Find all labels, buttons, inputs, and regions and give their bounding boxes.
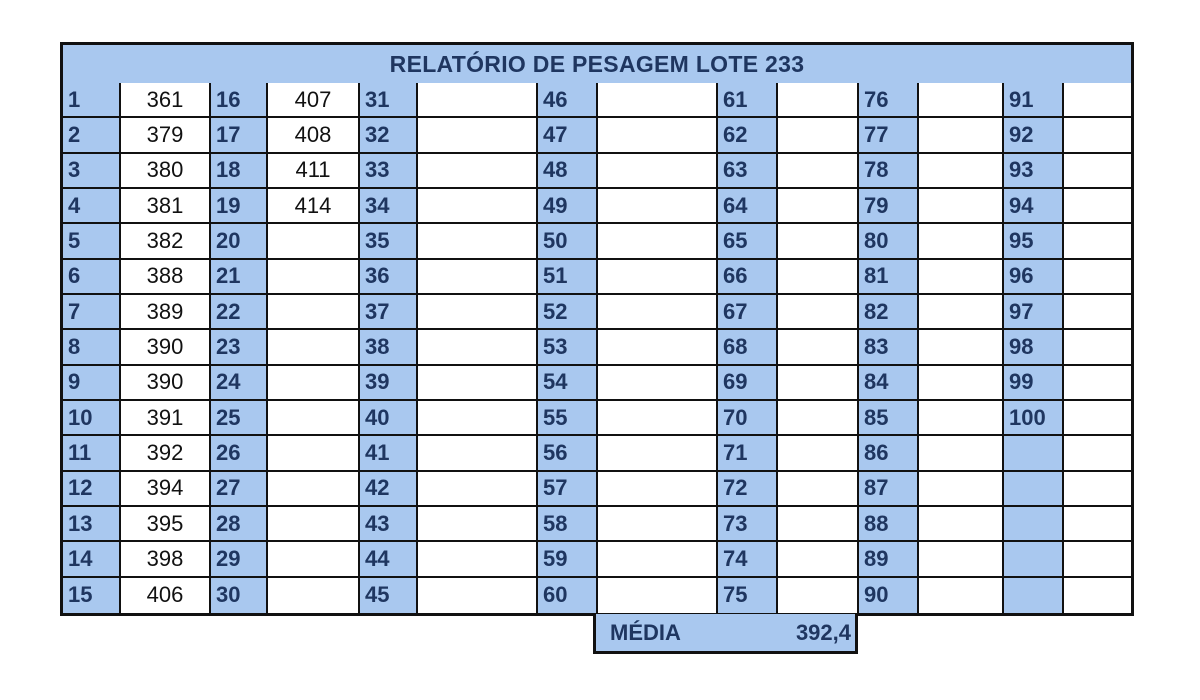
weight-value-cell: 381 xyxy=(121,189,211,224)
weight-grid xyxy=(63,83,1131,613)
weight-value-cell xyxy=(598,578,718,613)
animal-number-cell: 96 xyxy=(1004,260,1064,295)
animal-number-cell: 69 xyxy=(718,366,778,401)
animal-number-cell: 65 xyxy=(718,224,778,259)
weight-value-cell xyxy=(919,401,1004,436)
animal-number-cell: 93 xyxy=(1004,154,1064,189)
weight-value-cell xyxy=(919,260,1004,295)
animal-number-cell: 5 xyxy=(63,224,121,259)
average-label: MÉDIA xyxy=(610,619,681,645)
weight-value-cell: 380 xyxy=(121,154,211,189)
weight-value-cell xyxy=(778,330,859,365)
animal-number-cell: 87 xyxy=(859,472,919,507)
weight-value-cell: 390 xyxy=(121,330,211,365)
weight-value-cell xyxy=(1064,189,1131,224)
weight-value-cell xyxy=(919,507,1004,542)
weight-value-cell: 411 xyxy=(268,154,360,189)
weight-value-cell xyxy=(418,224,538,259)
weight-value-cell xyxy=(598,295,718,330)
weight-value-cell xyxy=(598,224,718,259)
weight-value-cell xyxy=(418,83,538,118)
weight-value-cell xyxy=(1064,366,1131,401)
weight-value-cell xyxy=(598,542,718,577)
weight-value-cell xyxy=(778,436,859,471)
weight-value-cell xyxy=(778,189,859,224)
weight-value-cell xyxy=(418,542,538,577)
animal-number-cell: 38 xyxy=(360,330,418,365)
animal-number-cell: 55 xyxy=(538,401,598,436)
animal-number-cell: 21 xyxy=(211,260,268,295)
weight-value-cell xyxy=(418,507,538,542)
weight-value-cell: 395 xyxy=(121,507,211,542)
weight-value-cell xyxy=(778,118,859,153)
weight-value-cell xyxy=(1064,472,1131,507)
weight-value-cell xyxy=(919,436,1004,471)
weight-value-cell xyxy=(1064,542,1131,577)
animal-number-cell xyxy=(1004,578,1064,613)
weight-value-cell xyxy=(598,83,718,118)
animal-number-cell: 59 xyxy=(538,542,598,577)
weight-value-cell xyxy=(1064,436,1131,471)
weight-value-cell xyxy=(598,330,718,365)
weight-value-cell xyxy=(418,118,538,153)
weight-value-cell xyxy=(1064,260,1131,295)
animal-number-cell: 14 xyxy=(63,542,121,577)
animal-number-cell: 22 xyxy=(211,295,268,330)
report-title: RELATÓRIO DE PESAGEM LOTE 233 xyxy=(63,45,1131,85)
animal-number-cell: 75 xyxy=(718,578,778,613)
animal-number-cell: 7 xyxy=(63,295,121,330)
animal-number-cell: 28 xyxy=(211,507,268,542)
animal-number-cell: 97 xyxy=(1004,295,1064,330)
weight-value-cell xyxy=(598,436,718,471)
weight-value-cell xyxy=(598,260,718,295)
weight-value-cell xyxy=(919,330,1004,365)
animal-number-cell: 66 xyxy=(718,260,778,295)
weight-value-cell: 390 xyxy=(121,366,211,401)
animal-number-cell: 17 xyxy=(211,118,268,153)
animal-number-cell: 20 xyxy=(211,224,268,259)
weight-value-cell xyxy=(1064,330,1131,365)
animal-number-cell xyxy=(1004,507,1064,542)
animal-number-cell: 57 xyxy=(538,472,598,507)
weight-value-cell: 392 xyxy=(121,436,211,471)
animal-number-cell: 89 xyxy=(859,542,919,577)
weight-value-cell xyxy=(418,366,538,401)
weight-value-cell: 388 xyxy=(121,260,211,295)
weight-value-cell xyxy=(418,401,538,436)
weight-value-cell xyxy=(919,83,1004,118)
weight-value-cell xyxy=(268,401,360,436)
animal-number-cell: 8 xyxy=(63,330,121,365)
animal-number-cell: 90 xyxy=(859,578,919,613)
animal-number-cell: 53 xyxy=(538,330,598,365)
weight-value-cell xyxy=(418,330,538,365)
weight-value-cell xyxy=(919,118,1004,153)
animal-number-cell: 46 xyxy=(538,83,598,118)
weight-value-cell xyxy=(778,224,859,259)
animal-number-cell: 64 xyxy=(718,189,778,224)
animal-number-cell: 74 xyxy=(718,542,778,577)
animal-number-cell: 37 xyxy=(360,295,418,330)
weight-value-cell: 361 xyxy=(121,83,211,118)
weight-value-cell xyxy=(778,578,859,613)
weight-value-cell xyxy=(268,260,360,295)
animal-number-cell xyxy=(1004,472,1064,507)
weight-value-cell xyxy=(778,260,859,295)
weighing-report-table xyxy=(60,42,1134,616)
weight-value-cell xyxy=(418,436,538,471)
animal-number-cell: 3 xyxy=(63,154,121,189)
weight-value-cell xyxy=(778,366,859,401)
animal-number-cell: 16 xyxy=(211,83,268,118)
animal-number-cell: 43 xyxy=(360,507,418,542)
animal-number-cell: 48 xyxy=(538,154,598,189)
animal-number-cell: 41 xyxy=(360,436,418,471)
animal-number-cell: 60 xyxy=(538,578,598,613)
animal-number-cell: 45 xyxy=(360,578,418,613)
animal-number-cell: 79 xyxy=(859,189,919,224)
average-value: 392,4 xyxy=(795,619,851,645)
animal-number-cell: 32 xyxy=(360,118,418,153)
weight-value-cell xyxy=(778,154,859,189)
weight-value-cell: 382 xyxy=(121,224,211,259)
animal-number-cell: 44 xyxy=(360,542,418,577)
animal-number-cell: 11 xyxy=(63,436,121,471)
animal-number-cell: 54 xyxy=(538,366,598,401)
animal-number-cell: 34 xyxy=(360,189,418,224)
weight-value-cell: 408 xyxy=(268,118,360,153)
weight-value-cell xyxy=(598,472,718,507)
weight-value-cell xyxy=(598,154,718,189)
animal-number-cell: 47 xyxy=(538,118,598,153)
animal-number-cell: 12 xyxy=(63,472,121,507)
animal-number-cell: 62 xyxy=(718,118,778,153)
weight-value-cell xyxy=(919,472,1004,507)
animal-number-cell: 58 xyxy=(538,507,598,542)
weight-value-cell: 407 xyxy=(268,83,360,118)
animal-number-cell: 52 xyxy=(538,295,598,330)
animal-number-cell: 86 xyxy=(859,436,919,471)
animal-number-cell: 1 xyxy=(63,83,121,118)
weight-value-cell xyxy=(418,260,538,295)
animal-number-cell: 94 xyxy=(1004,189,1064,224)
animal-number-cell: 6 xyxy=(63,260,121,295)
weight-value-cell xyxy=(778,83,859,118)
animal-number-cell: 81 xyxy=(859,260,919,295)
animal-number-cell: 26 xyxy=(211,436,268,471)
weight-value-cell: 394 xyxy=(121,472,211,507)
weight-value-cell xyxy=(778,472,859,507)
weight-value-cell xyxy=(268,436,360,471)
animal-number-cell: 51 xyxy=(538,260,598,295)
weight-value-cell xyxy=(778,542,859,577)
animal-number-cell: 30 xyxy=(211,578,268,613)
animal-number-cell: 13 xyxy=(63,507,121,542)
animal-number-cell: 29 xyxy=(211,542,268,577)
animal-number-cell: 24 xyxy=(211,366,268,401)
weight-value-cell xyxy=(418,472,538,507)
weight-value-cell xyxy=(778,401,859,436)
weight-value-cell xyxy=(418,578,538,613)
animal-number-cell: 99 xyxy=(1004,366,1064,401)
animal-number-cell: 23 xyxy=(211,330,268,365)
animal-number-cell: 9 xyxy=(63,366,121,401)
weight-value-cell xyxy=(268,542,360,577)
animal-number-cell: 78 xyxy=(859,154,919,189)
animal-number-cell: 40 xyxy=(360,401,418,436)
weight-value-cell xyxy=(598,401,718,436)
weight-value-cell: 389 xyxy=(121,295,211,330)
weight-value-cell xyxy=(778,507,859,542)
animal-number-cell: 92 xyxy=(1004,118,1064,153)
weight-value-cell xyxy=(919,578,1004,613)
animal-number-cell: 73 xyxy=(718,507,778,542)
animal-number-cell: 70 xyxy=(718,401,778,436)
animal-number-cell: 39 xyxy=(360,366,418,401)
weight-value-cell xyxy=(1064,154,1131,189)
weight-value-cell xyxy=(268,295,360,330)
weight-value-cell: 398 xyxy=(121,542,211,577)
animal-number-cell: 84 xyxy=(859,366,919,401)
animal-number-cell: 72 xyxy=(718,472,778,507)
weight-value-cell: 379 xyxy=(121,118,211,153)
weight-value-cell xyxy=(268,507,360,542)
animal-number-cell: 100 xyxy=(1004,401,1064,436)
animal-number-cell: 15 xyxy=(63,578,121,613)
animal-number-cell: 83 xyxy=(859,330,919,365)
weight-value-cell xyxy=(418,189,538,224)
animal-number-cell xyxy=(1004,542,1064,577)
weight-value-cell xyxy=(598,189,718,224)
animal-number-cell xyxy=(1004,436,1064,471)
animal-number-cell: 88 xyxy=(859,507,919,542)
weight-value-cell xyxy=(418,154,538,189)
weight-value-cell xyxy=(268,330,360,365)
weight-value-cell xyxy=(598,507,718,542)
weight-value-cell xyxy=(268,578,360,613)
weight-value-cell xyxy=(268,224,360,259)
animal-number-cell: 19 xyxy=(211,189,268,224)
weight-value-cell xyxy=(919,295,1004,330)
animal-number-cell: 35 xyxy=(360,224,418,259)
weight-value-cell xyxy=(1064,401,1131,436)
weight-value-cell xyxy=(919,189,1004,224)
weight-value-cell xyxy=(919,154,1004,189)
animal-number-cell: 71 xyxy=(718,436,778,471)
weight-value-cell xyxy=(598,366,718,401)
weight-value-cell: 391 xyxy=(121,401,211,436)
weight-value-cell xyxy=(919,224,1004,259)
animal-number-cell: 49 xyxy=(538,189,598,224)
animal-number-cell: 67 xyxy=(718,295,778,330)
animal-number-cell: 68 xyxy=(718,330,778,365)
animal-number-cell: 85 xyxy=(859,401,919,436)
animal-number-cell: 56 xyxy=(538,436,598,471)
animal-number-cell: 42 xyxy=(360,472,418,507)
weight-value-cell xyxy=(919,542,1004,577)
animal-number-cell: 91 xyxy=(1004,83,1064,118)
animal-number-cell: 33 xyxy=(360,154,418,189)
weight-value-cell xyxy=(1064,83,1131,118)
weight-value-cell xyxy=(598,118,718,153)
weight-value-cell xyxy=(268,472,360,507)
weight-value-cell xyxy=(919,366,1004,401)
weight-value-cell: 406 xyxy=(121,578,211,613)
animal-number-cell: 82 xyxy=(859,295,919,330)
animal-number-cell: 25 xyxy=(211,401,268,436)
animal-number-cell: 36 xyxy=(360,260,418,295)
animal-number-cell: 95 xyxy=(1004,224,1064,259)
animal-number-cell: 61 xyxy=(718,83,778,118)
weight-value-cell: 414 xyxy=(268,189,360,224)
weight-value-cell xyxy=(268,366,360,401)
weight-value-cell xyxy=(1064,507,1131,542)
animal-number-cell: 31 xyxy=(360,83,418,118)
weight-value-cell xyxy=(418,295,538,330)
animal-number-cell: 50 xyxy=(538,224,598,259)
average-box xyxy=(593,614,858,654)
animal-number-cell: 63 xyxy=(718,154,778,189)
animal-number-cell: 4 xyxy=(63,189,121,224)
weight-value-cell xyxy=(1064,578,1131,613)
animal-number-cell: 18 xyxy=(211,154,268,189)
weight-value-cell xyxy=(1064,224,1131,259)
animal-number-cell: 76 xyxy=(859,83,919,118)
animal-number-cell: 77 xyxy=(859,118,919,153)
animal-number-cell: 27 xyxy=(211,472,268,507)
weight-value-cell xyxy=(1064,118,1131,153)
animal-number-cell: 98 xyxy=(1004,330,1064,365)
animal-number-cell: 80 xyxy=(859,224,919,259)
weight-value-cell xyxy=(778,295,859,330)
weight-value-cell xyxy=(1064,295,1131,330)
animal-number-cell: 10 xyxy=(63,401,121,436)
animal-number-cell: 2 xyxy=(63,118,121,153)
